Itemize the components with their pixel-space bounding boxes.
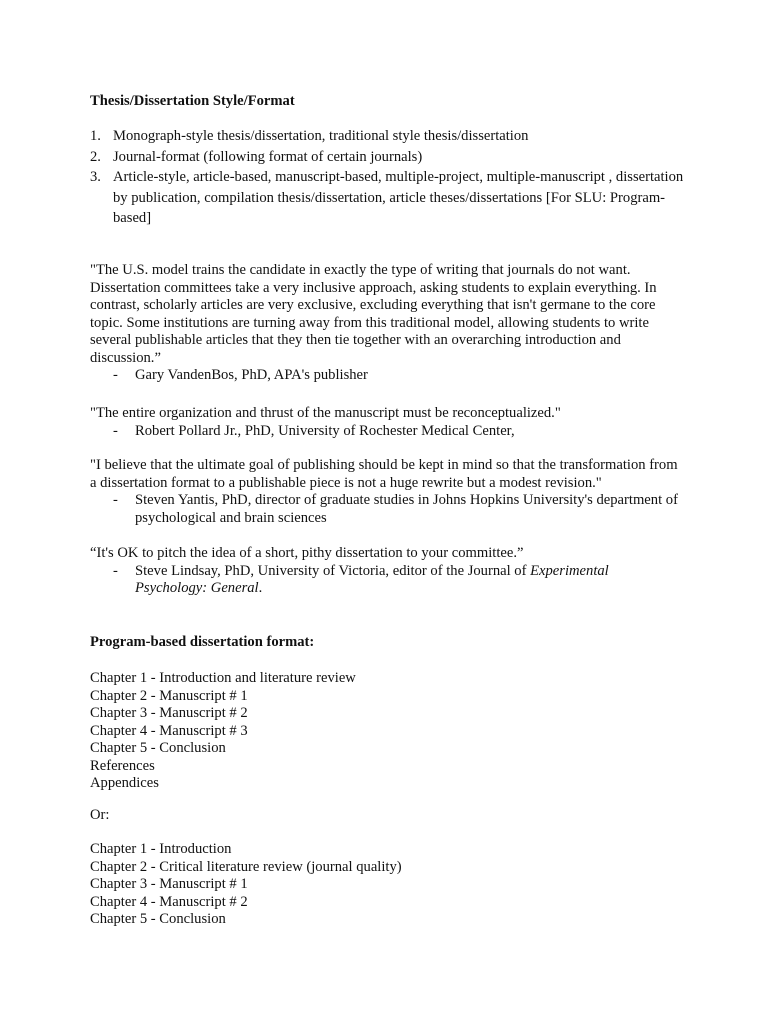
quote-block xyxy=(90,405,680,440)
list-item: Chapter 3 - Manuscript # 2 xyxy=(90,705,248,721)
quote-attribution xyxy=(90,492,680,527)
chapter-list-b xyxy=(90,841,402,929)
attribution-text: Steven Yantis, PhD, director of graduate studies in Johns Hopkins University's department of psychological and brain sciences xyxy=(135,492,678,526)
program-heading: Program-based dissertation format: xyxy=(90,634,315,650)
quote-attribution xyxy=(90,367,680,385)
attribution-dash: - xyxy=(113,367,118,383)
attribution-dash: - xyxy=(113,562,118,579)
quote-block xyxy=(90,545,680,598)
format-item xyxy=(90,147,690,168)
list-item: References xyxy=(90,757,155,774)
quote-text: "The U.S. model trains the candidate in exactly the type of writing that journals do not want. Dissertation committees take a very inclusive approach, asking students to explain everything. In contrast, scholarly articles are very exclusive, excluding everything that isn't germane to the core topic. Some institutions are turning away from this traditional model, allowing students to write several publishable articles that they then tie together with an overarching introduction and discussion.” xyxy=(90,262,657,366)
list-item: Chapter 4 - Manuscript # 3 xyxy=(90,722,248,739)
list-item: Chapter 5 - Conclusion xyxy=(90,911,226,927)
list-item: Chapter 1 - Introduction and literature review xyxy=(90,670,356,686)
quote-block xyxy=(90,457,680,527)
quote-text: "The entire organization and thrust of the manuscript must be reconceptualized." xyxy=(90,405,561,421)
format-item xyxy=(90,167,690,229)
list-number: 2. xyxy=(90,148,101,165)
quote-attribution xyxy=(90,423,680,441)
attribution-text: Robert Pollard Jr., PhD, University of Rochester Medical Center, xyxy=(135,422,515,439)
quote-text: “It's OK to pitch the idea of a short, pithy dissertation to your committee.” xyxy=(90,545,524,561)
list-number: 1. xyxy=(90,128,101,144)
attribution-text: Gary VandenBos, PhD, APA's publisher xyxy=(135,367,368,383)
page-heading: Thesis/Dissertation Style/Format xyxy=(90,93,295,109)
list-item: Chapter 4 - Manuscript # 2 xyxy=(90,893,248,910)
list-item: Chapter 5 - Conclusion xyxy=(90,740,226,756)
list-item: Chapter 2 - Critical literature review (journal quality) xyxy=(90,858,402,875)
format-text: Article-style, article-based, manuscript-based, multiple-project, multiple-manuscript , dissertation by publication, compilation thesis/dissertation, article theses/dissertations [For SLU: Program-based] xyxy=(113,169,684,226)
list-item: Chapter 2 - Manuscript # 1 xyxy=(90,687,248,704)
list-item: Appendices xyxy=(90,775,159,791)
quote-text: "I believe that the ultimate goal of publishing should be kept in mind so that the transformation from a dissertation format to a publishable piece is not a huge rewrite but a modest revision." xyxy=(90,457,678,491)
attribution-dash: - xyxy=(113,492,118,508)
attribution-text: Steve Lindsay, PhD, University of Victoria, editor of the Journal of xyxy=(135,562,531,579)
quote-block xyxy=(90,262,680,385)
attribution-dash: - xyxy=(113,422,118,439)
format-text: Monograph-style thesis/dissertation, traditional style thesis/dissertation xyxy=(113,128,529,144)
list-item: Chapter 1 - Introduction xyxy=(90,841,232,857)
format-text: Journal-format (following format of certain journals) xyxy=(113,148,423,165)
list-item: Chapter 3 - Manuscript # 1 xyxy=(90,876,248,892)
format-item xyxy=(90,126,690,147)
attribution-suffix: . xyxy=(258,580,263,596)
list-number: 3. xyxy=(90,169,101,185)
or-label: Or: xyxy=(90,807,110,823)
quote-attribution xyxy=(90,563,680,598)
format-list xyxy=(90,126,690,229)
chapter-list-a xyxy=(90,670,356,793)
journal-title: Experimental Psychology: General xyxy=(135,562,609,596)
